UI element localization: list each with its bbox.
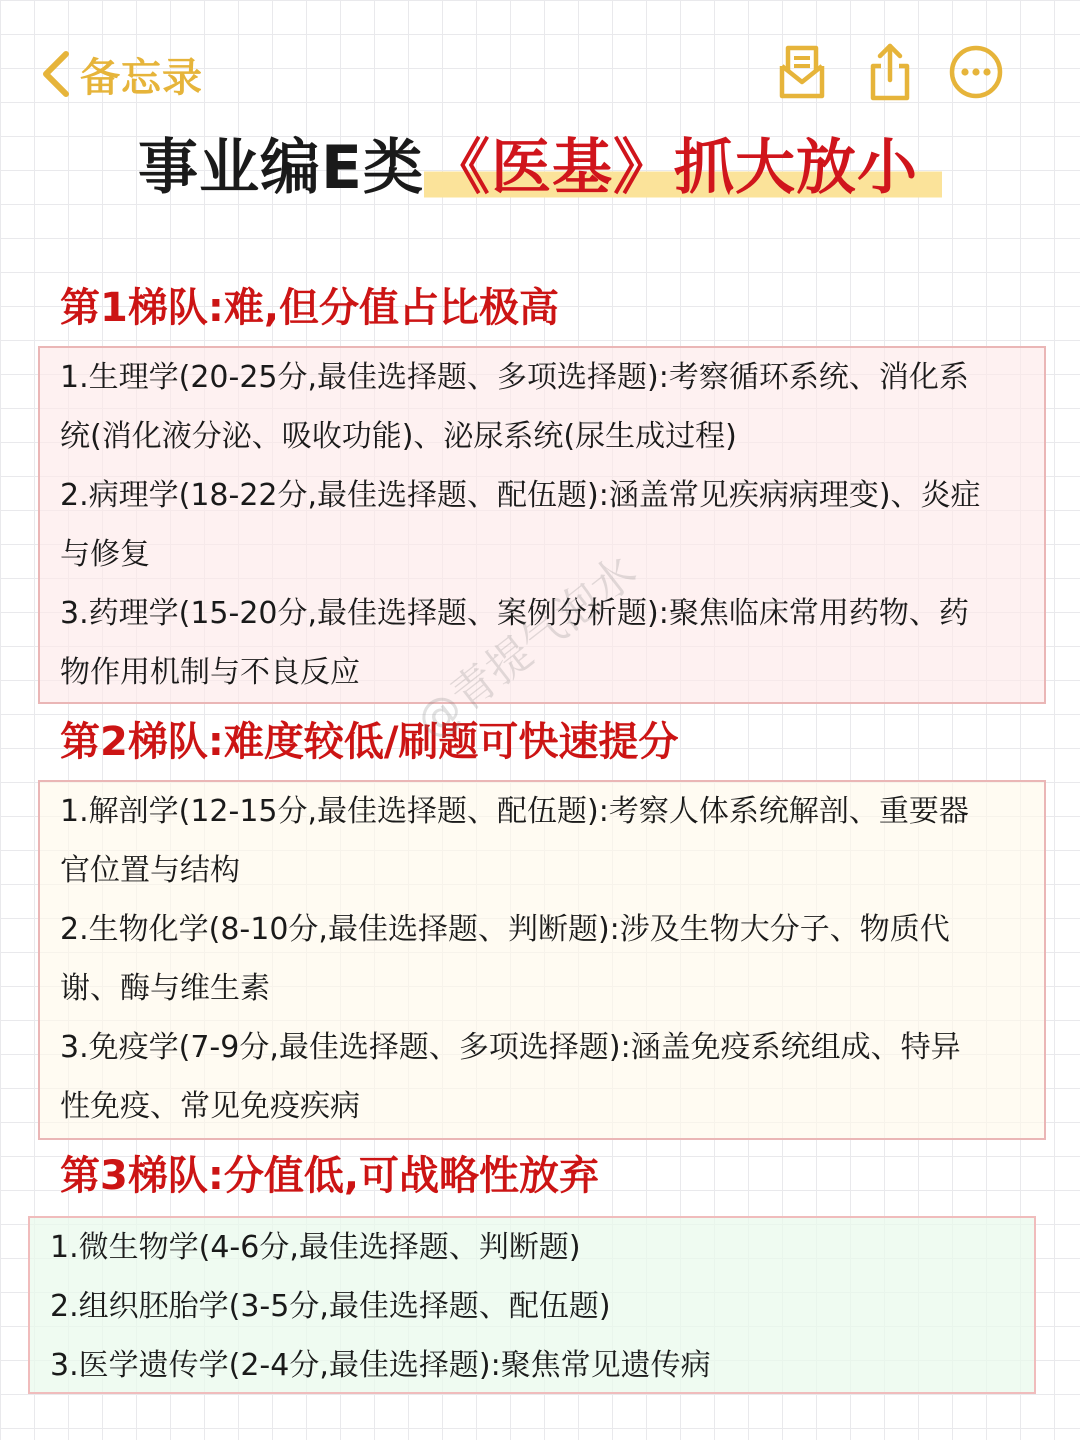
tier-1-item-1: 1.生理学(20-25分,最佳选择题、多项选择题):考察循环系统、消化系统(消化液分泌、吸收功能)、泌尿系统(尿生成过程) (60, 360, 969, 454)
share-icon (865, 42, 915, 102)
page-title (0, 128, 1080, 208)
tier-3-heading: 第3梯队:分值低,可战略性放弃 (60, 1153, 600, 1199)
page-title-prefix: 事业编E类 (138, 133, 424, 203)
mail-button[interactable] (770, 40, 834, 104)
tier-2-item-1: 1.解剖学(12-15分,最佳选择题、配伍题):考察人体系统解剖、重要器官位置与结构 (60, 794, 969, 888)
tier-3-box (28, 1216, 1036, 1394)
tier-1-box (38, 346, 1046, 704)
back-button-label: 备忘录 (80, 54, 203, 101)
mail-icon (774, 42, 830, 102)
tier-2-item-3: 3.免疫学(7-9分,最佳选择题、多项选择题):涵盖免疫系统组成、特异性免疫、常见免疫疾病 (60, 1030, 961, 1124)
more-icon (946, 42, 1006, 102)
tier-3-item-2: 2.组织胚胎学(3-5分,最佳选择题、配伍题) (50, 1289, 611, 1324)
tier-2-box (38, 780, 1046, 1140)
tier-1-item-2: 2.病理学(18-22分,最佳选择题、配伍题):涵盖常见疾病病理变)、炎症与修复 (60, 478, 981, 572)
tier-3-item-1: 1.微生物学(4-6分,最佳选择题、判断题) (50, 1230, 581, 1265)
share-button[interactable] (858, 40, 922, 104)
tier-2-heading: 第2梯队:难度较低/刷题可快速提分 (60, 719, 679, 765)
watermark: @青提气泡水 (406, 546, 647, 749)
tier-3-item-3: 3.医学遗传学(2-4分,最佳选择题):聚焦常见遗传病 (50, 1348, 711, 1383)
back-button[interactable] (36, 44, 203, 104)
tier-2-item-2: 2.生物化学(8-10分,最佳选择题、判断题):涉及生物大分子、物质代谢、酶与维生素 (60, 912, 950, 1006)
chevron-left-icon (36, 46, 76, 102)
tier-1-item-3: 3.药理学(15-20分,最佳选择题、案例分析题):聚焦临床常用药物、药物作用机制与不良反应 (60, 596, 969, 690)
tier-1-heading: 第1梯队:难,但分值占比极高 (60, 285, 560, 331)
more-button[interactable] (944, 40, 1008, 104)
page-title-highlight: 《医基》抓大放小 (424, 133, 942, 203)
top-nav-bar (0, 0, 1080, 120)
